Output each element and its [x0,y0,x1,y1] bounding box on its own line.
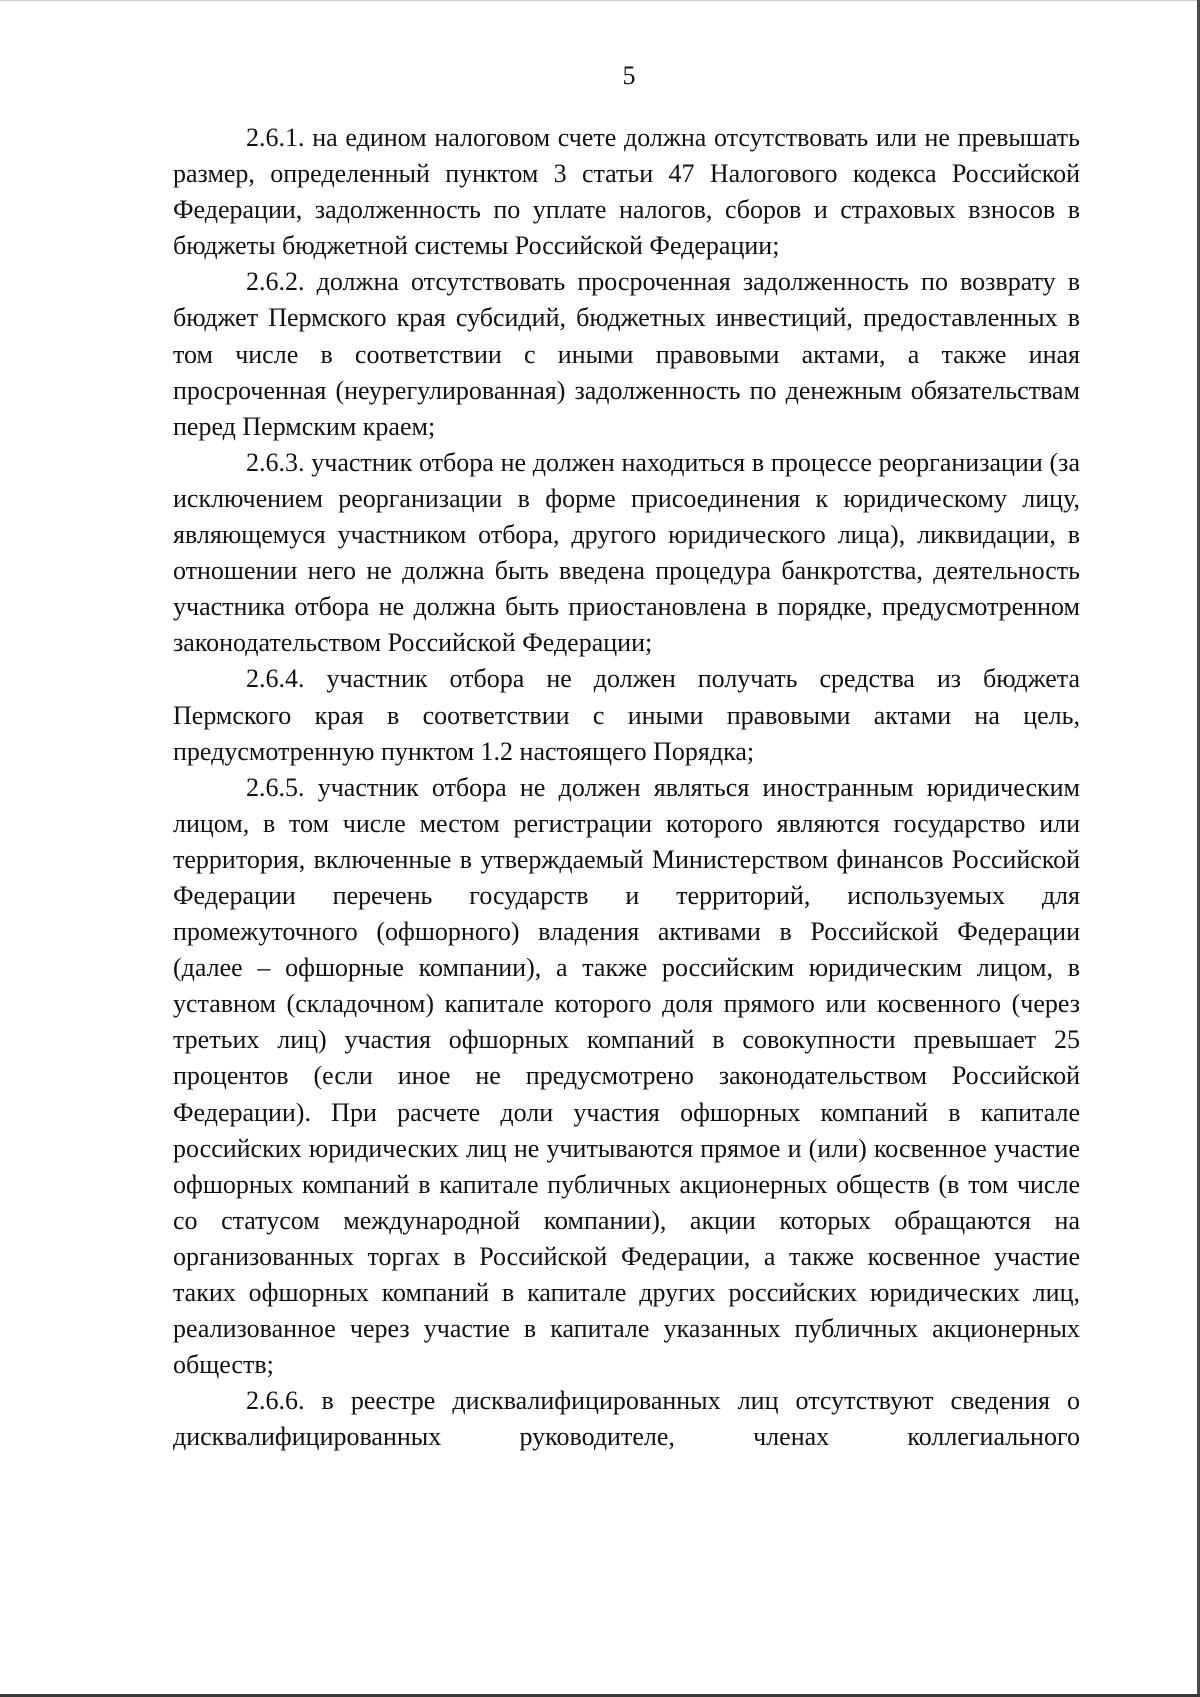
paragraph-2-6-2: 2.6.2. должна отсутствовать просроченная задолженность по возврату в бюджет Пермского края субсидий, бюджетных инвестиций, предоставленных в том числе в соответствии с иными правовыми актами, а также иная просроченная (неурегулированная) задолженность по денежным обязательствам перед Пермским краем; [173,267,1080,441]
document-body [173,120,1080,1455]
paragraph-2-6-5: 2.6.5. участник отбора не должен являться иностранным юридическим лицом, в том числе местом регистрации которого являются государство или территория, включенные в утверждаемый Министерством финансов Российской Федерации перечень государств и территорий, используемых для промежуточного (офшорного) владения активами в Российской Федерации (далее – офшорные компании), а также российским юридическим лицом, в уставном (складочном) капитале которого доля прямого или косвенного (через третьих лиц) участия офшорных компаний в совокупности превышает 25 процентов (если иное не предусмотрено законодательством Российской Федерации). При расчете доли участия офшорных компаний в капитале российских юридических лиц не учитываются прямое и (или) косвенное участие офшорных компаний в капитале публичных акционерных обществ (в том числе со статусом международной компании), акции которых обращаются на организованных торгах в Российской Федерации, а также косвенное участие таких офшорных компаний в капитале других российских юридических лиц, реализованное через участие в капитале указанных публичных акционерных обществ; [173,772,1080,1380]
page-number: 5 [622,61,636,90]
paragraph-2-6-6: 2.6.6. в реестре дисквалифицированных лиц отсутствуют сведения о дисквалифицированных руководителе, членах коллегиального [173,1386,1080,1452]
paragraph-2-6-1: 2.6.1. на едином налоговом счете должна отсутствовать или не превышать размер, определенный пунктом 3 статьи 47 Налогового кодекса Российской Федерации, задолженность по уплате налогов, сборов и страховых взносов в бюджеты бюджетной системы Российской Федерации; [173,123,1080,261]
paragraph-2-6-3: 2.6.3. участник отбора не должен находиться в процессе реорганизации (за исключением реорганизации в форме присоединения к юридическому лицу, являющемуся участником отбора, другого юридического лица), ликвидации, в отношении него не должна быть введена процедура банкротства, деятельность участника отбора не должна быть приостановлена в порядке, предусмотренном законодательством Российской Федерации; [173,447,1080,658]
page-top-edge [0,0,1200,1]
paragraph-2-6-4: 2.6.4. участник отбора не должен получать средства из бюджета Пермского края в соответствии с иными правовыми актами на цель, предусмотренную пунктом 1.2 настоящего Порядка; [173,664,1080,766]
